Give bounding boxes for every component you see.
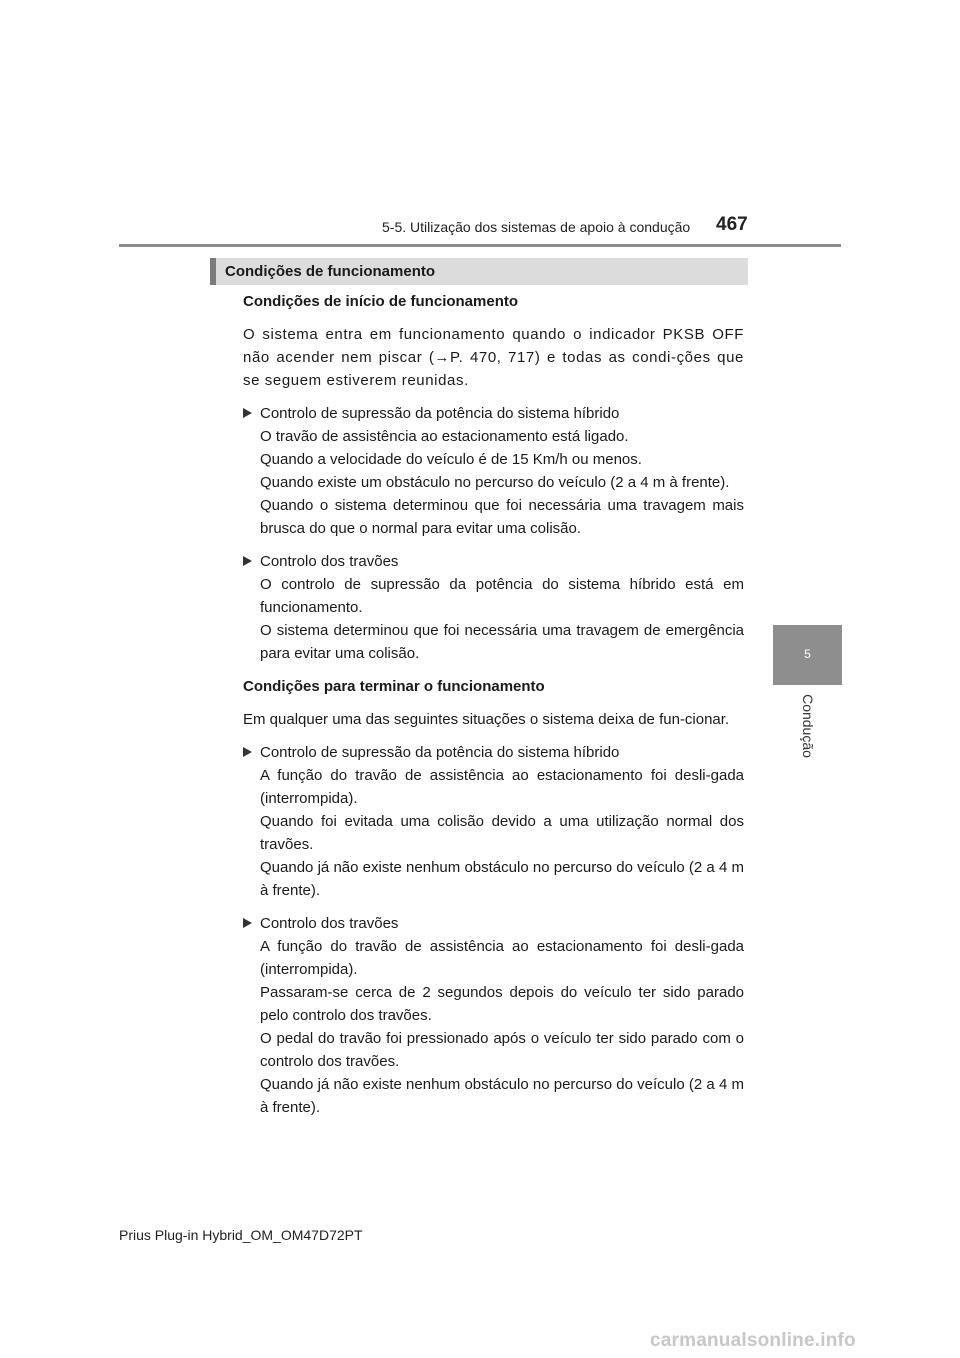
bullet-item-title-text: Controlo dos travões xyxy=(260,553,399,570)
chapter-tab-label: Condução xyxy=(800,694,816,758)
bullet-item-title-text: Controlo de supressão da potência do sistema híbrido xyxy=(260,405,620,422)
section-title-bar xyxy=(210,258,748,285)
condition-line: A função do travão de assistência ao estacionamento foi desli-gada (interrompida). xyxy=(260,938,744,978)
triangle-bullet-icon xyxy=(243,918,252,928)
condition-line: Quando a velocidade do veículo é de 15 Km/h ou menos. xyxy=(260,451,642,468)
bullet-item-title xyxy=(243,741,744,764)
condition-line: Quando já não existe nenhum obstáculo no percurso do veículo (2 a 4 m à frente). xyxy=(260,1076,744,1116)
condition-line: Quando já não existe nenhum obstáculo no percurso do veículo (2 a 4 m à frente). xyxy=(260,859,744,899)
condition-line: O travão de assistência ao estacionamento está ligado. xyxy=(260,428,629,445)
section-title-marker xyxy=(210,258,216,285)
chapter-tab-number: 5 xyxy=(804,647,811,661)
header-rule xyxy=(119,244,841,247)
condition-line: Passaram-se cerca de 2 segundos depois do veículo ter sido parado pelo controlo dos travões. xyxy=(260,984,744,1024)
triangle-bullet-icon xyxy=(243,408,252,418)
chapter-tab xyxy=(773,625,842,685)
watermark: carmanualsonline.info xyxy=(650,1330,856,1351)
start-conditions-paragraph: O sistema entra em funcionamento quando o indicador PKSB OFF não acender nem piscar (→P. 470, 717) e todas as condi-ções que se seguem estiverem reunidas. xyxy=(243,326,744,389)
condition-line: Quando o sistema determinou que foi necessária uma travagem mais brusca do que o normal para evitar uma colisão. xyxy=(260,497,744,537)
bullet-item-title xyxy=(243,912,744,935)
condition-line: O sistema determinou que foi necessária uma travagem de emergência para evitar uma colisão. xyxy=(260,622,744,662)
stop-item xyxy=(243,912,744,1119)
section-title: Condições de funcionamento xyxy=(225,263,436,280)
condition-line: A função do travão de assistência ao estacionamento foi desli-gada (interrompida). xyxy=(260,767,744,807)
triangle-bullet-icon xyxy=(243,747,252,757)
footer-document-id: Prius Plug-in Hybrid_OM_OM47D72PT xyxy=(119,1227,363,1243)
start-item xyxy=(243,550,744,665)
stop-conditions-heading: Condições para terminar o funcionamento xyxy=(243,678,545,695)
header-section-path: 5-5. Utilização dos sistemas de apoio à condução xyxy=(382,219,691,235)
bullet-item-title-text: Controlo de supressão da potência do sistema híbrido xyxy=(260,744,620,761)
bullet-item-title xyxy=(243,402,744,425)
stop-conditions-paragraph: Em qualquer uma das seguintes situações o sistema deixa de fun-cionar. xyxy=(243,711,730,728)
condition-line: O controlo de supressão da potência do sistema híbrido está em funcionamento. xyxy=(260,576,744,616)
condition-line: O pedal do travão foi pressionado após o veículo ter sido parado com o controlo dos travões. xyxy=(260,1030,744,1070)
start-item xyxy=(243,402,744,540)
page-number: 467 xyxy=(716,214,748,235)
stop-item xyxy=(243,741,744,902)
bullet-item-title-text: Controlo dos travões xyxy=(260,915,399,932)
triangle-bullet-icon xyxy=(243,556,252,566)
bullet-item-title xyxy=(243,550,744,573)
condition-line: Quando existe um obstáculo no percurso do veículo (2 a 4 m à frente). xyxy=(260,474,730,491)
main-content xyxy=(243,290,744,1129)
start-conditions-heading: Condições de início de funcionamento xyxy=(243,293,519,310)
condition-line: Quando foi evitada uma colisão devido a uma utilização normal dos travões. xyxy=(260,813,744,853)
